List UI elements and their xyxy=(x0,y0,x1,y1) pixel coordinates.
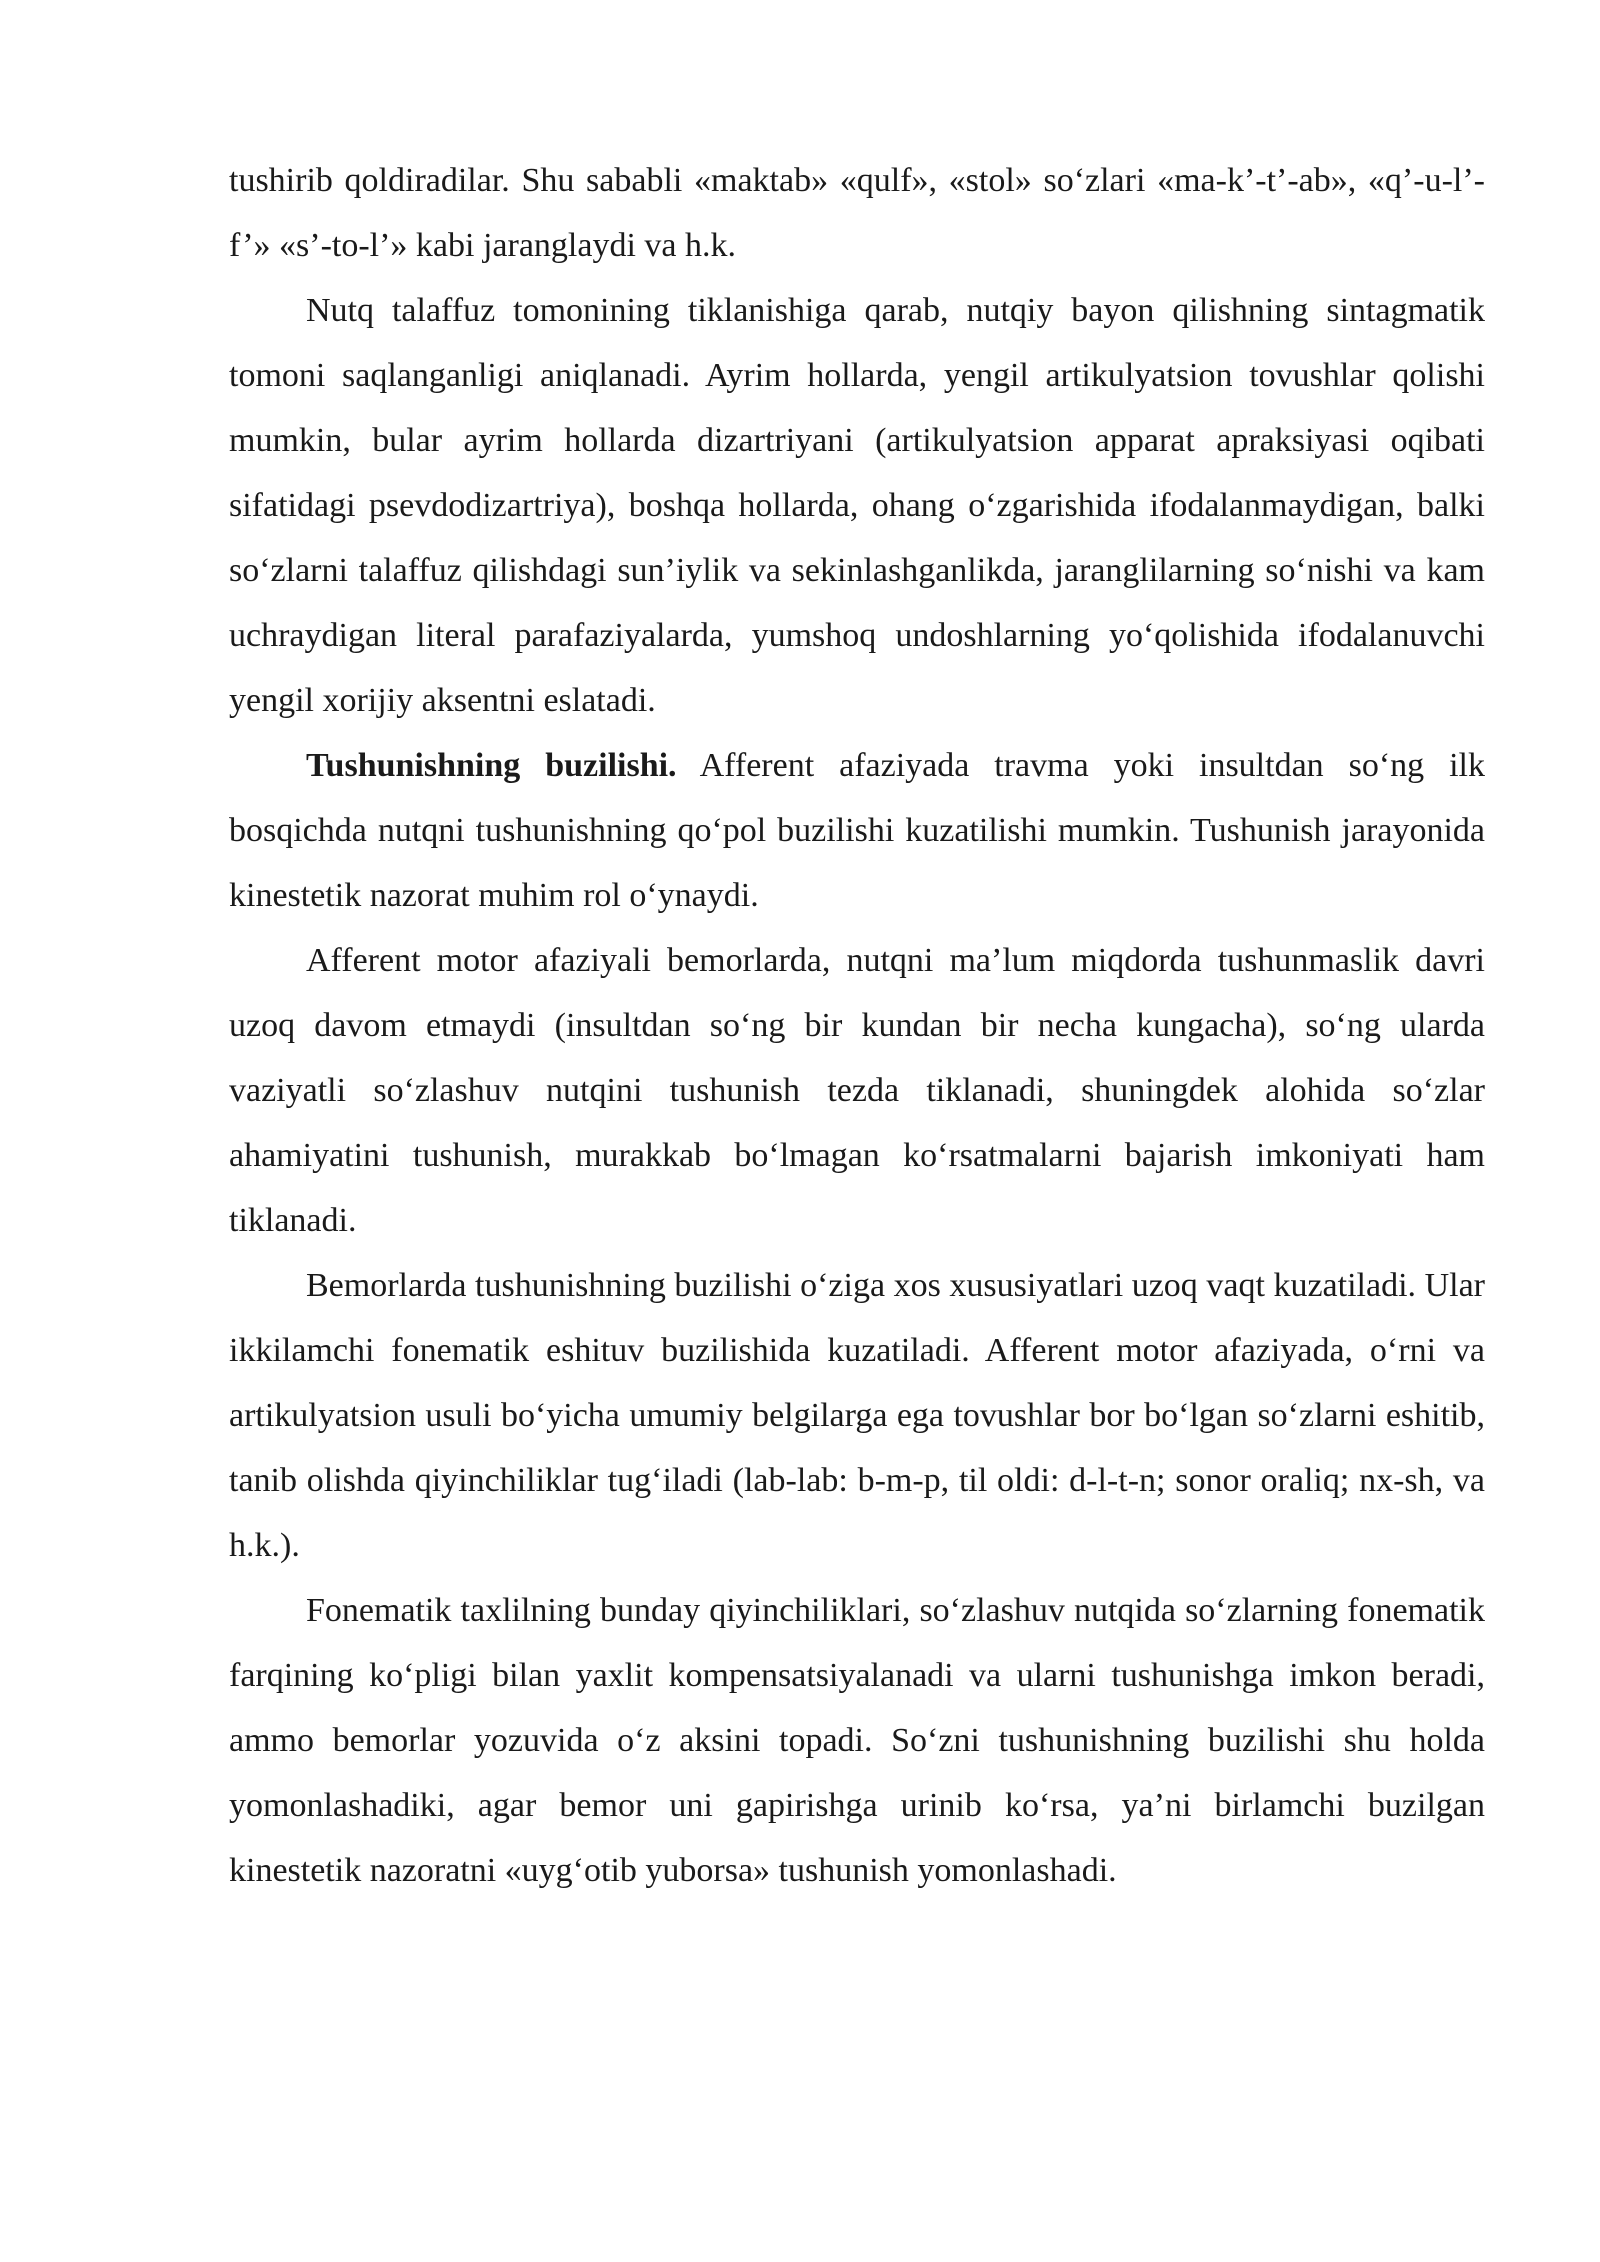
paragraph-text: Afferent afaziyada travma yoki insultdan so‘ng ilk bosqichda nutqni tushunishning qo‘pol buzilishi kuzatilishi mumkin. Tushunish jarayonida kinestetik nazorat muhim rol o‘ynaydi. xyxy=(229,747,1485,914)
paragraph-continuation xyxy=(229,148,1485,278)
paragraph-phonemic-analysis xyxy=(229,1578,1485,1903)
paragraph-afferent-motor xyxy=(229,928,1485,1253)
paragraph-text: Bemorlarda tushunishning buzilishi o‘ziga xos xususiyatlari uzoq vaqt kuzatiladi. Ular ikkilamchi fonematik eshituv buzilishida kuzatiladi. Afferent motor afaziyada, o‘rni va artikulyatsion usuli bo‘yicha umumiy belgilarga ega tovushlar bor bo‘lgan so‘zlarni eshitib, tanib olishda qiyinchiliklar tug‘iladi (lab-lab: b-m-p, til oldi: d-l-t-n; sonor oraliq; nx-sh, va h.k.). xyxy=(229,1267,1485,1564)
paragraph-text: Afferent motor afaziyali bemorlarda, nutqni ma’lum miqdorda tushunmaslik davri uzoq davom etmaydi (insultdan so‘ng bir kundan bir necha kungacha), so‘ng ularda vaziyatli so‘zlashuv nutqini tushunish tezda tiklanadi, shuningdek alohida so‘zlar ahamiyatini tushunish, murakkab bo‘lmagan ko‘rsatmalarni bajarish imkoniyati ham tiklanadi. xyxy=(229,942,1485,1239)
paragraph-pronunciation xyxy=(229,278,1485,733)
paragraph-text: Fonematik taxlilning bunday qiyinchiliklari, so‘zlashuv nutqida so‘zlarning fonematik farqining ko‘pligi bilan yaxlit kompensatsiyalanadi va ularni tushunishga imkon beradi, ammo bemorlar yozuvida o‘z aksini topadi. So‘zni tushunishning buzilishi shu holda yomonlashadiki, agar bemor uni gapirishga urinib ko‘rsa, ya’ni birlamchi buzilgan kinestetik nazoratni «uyg‘otib yuborsa» tushunish yomonlashadi. xyxy=(229,1592,1485,1889)
section-heading: Tushunishning buzilishi. xyxy=(306,747,677,784)
paragraph-patients xyxy=(229,1253,1485,1578)
paragraph-text: Nutq talaffuz tomonining tiklanishiga qarab, nutqiy bayon qilishning sintagmatik tomoni saqlanganligi aniqlanadi. Ayrim hollarda, yengil artikulyatsion tovushlar qolishi mumkin, bular ayrim hollarda dizartriyani (artikulyatsion apparat apraksiyasi oqibati sifatidagi psevdodizartriya), boshqa hollarda, ohang o‘zgarishida ifodalanmaydigan, balki so‘zlarni talaffuz qilishdagi sun’iylik va sekinlashganlikda, jaranglilarning so‘nishi va kam uchraydigan literal parafaziyalarda, yumshoq undoshlarning yo‘qolishida ifodalanuvchi yengil xorijiy aksentni eslatadi. xyxy=(229,292,1485,719)
paragraph-text: tushirib qoldiradilar. Shu sababli «maktab» «qulf», «stol» so‘zlari «ma-k’-t’-ab», «q’-u-l’-f’» «s’-to-l’» kabi jaranglaydi va h.k. xyxy=(229,162,1485,264)
paragraph-comprehension-disorder xyxy=(229,733,1485,928)
document-page xyxy=(229,148,1485,1903)
